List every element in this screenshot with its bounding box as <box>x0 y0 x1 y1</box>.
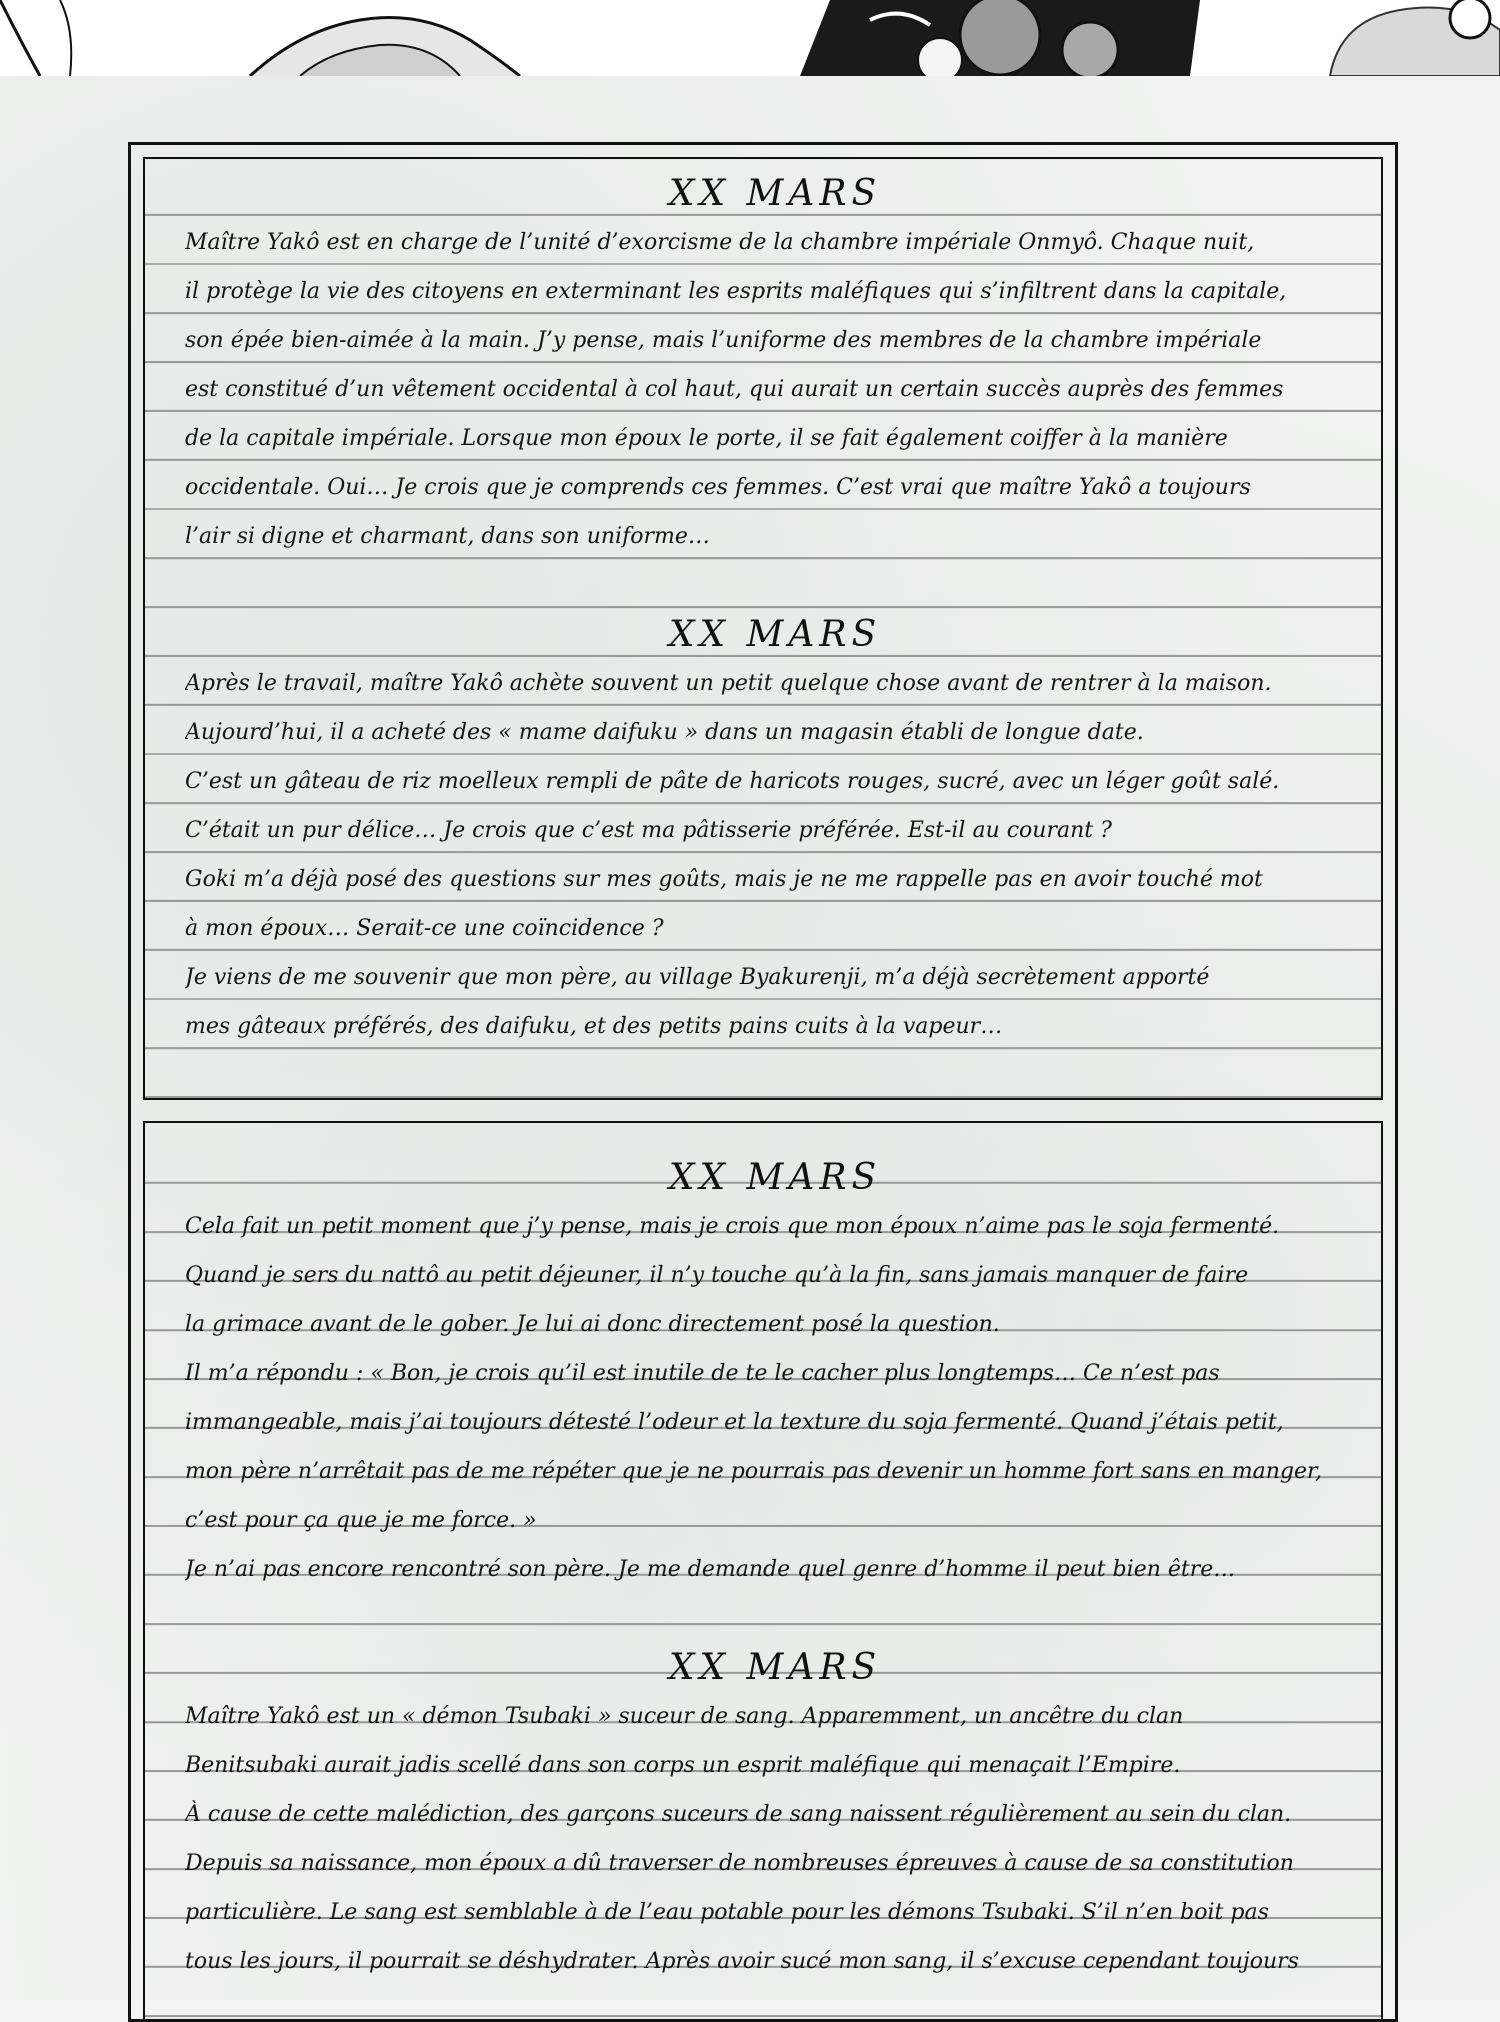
entry-line: tous les jours, il pourrait se déshydrater. Après avoir sucé mon sang, il s’excuse cependant toujours <box>185 1949 1299 1974</box>
diary-entry <box>185 1643 1365 1986</box>
entry-date: XX MARS <box>668 1157 882 1198</box>
diary-entry <box>185 610 1365 1051</box>
entry-line: son épée bien-aimée à la main. J’y pense, mais l’uniforme des membres de la chambre impériale <box>185 328 1262 353</box>
diary-entry <box>185 1153 1365 1594</box>
entry-line: la grimace avant de le gober. Je lui ai donc directement posé la question. <box>185 1312 1000 1337</box>
entry-line: est constitué d’un vêtement occidental à col haut, qui aurait un certain succès auprès des femmes <box>185 377 1284 402</box>
entry-line: Il m’a répondu : « Bon, je crois qu’il est inutile de te le cacher plus longtemps… Ce n’est pas <box>185 1361 1220 1386</box>
entry-line: Maître Yakô est en charge de l’unité d’exorcisme de la chambre impériale Onmyô. Chaque nuit, <box>185 230 1255 255</box>
entry-line: Après le travail, maître Yakô achète souvent un petit quelque chose avant de rentrer à la maison. <box>185 671 1272 696</box>
entry-line: l’air si digne et charmant, dans son uniforme… <box>185 524 710 549</box>
entry-line: immangeable, mais j’ai toujours détesté l’odeur et la texture du soja fermenté. Quand j’étais petit, <box>185 1410 1284 1435</box>
entry-line: c’est pour ça que je me force. » <box>185 1508 537 1533</box>
entry-line: Je viens de me souvenir que mon père, au village Byakurenji, m’a déjà secrètement apporté <box>185 965 1210 990</box>
diary-panel-top <box>143 157 1383 1100</box>
entry-line: Quand je sers du nattô au petit déjeuner, il n’y touche qu’à la fin, sans jamais manquer de faire <box>185 1263 1249 1288</box>
entry-line: C’était un pur délice… Je crois que c’est ma pâtisserie préférée. Est-il au courant ? <box>185 818 1112 843</box>
entry-date: XX MARS <box>668 173 882 214</box>
entry-line: mes gâteaux préférés, des daifuku, et des petits pains cuits à la vapeur… <box>185 1014 1003 1039</box>
diary-entry <box>185 169 1365 561</box>
illustration-art <box>0 0 1500 76</box>
entry-line: Je n’ai pas encore rencontré son père. Je me demande quel genre d’homme il peut bien être… <box>185 1557 1236 1582</box>
entry-line: Aujourd’hui, il a acheté des « mame daifuku » dans un magasin établi de longue date. <box>185 720 1144 745</box>
entry-line: Cela fait un petit moment que j’y pense, mais je crois que mon époux n’aime pas le soja fermenté. <box>185 1214 1280 1239</box>
entry-line: Benitsubaki aurait jadis scellé dans son corps un esprit maléfique qui menaçait l’Empire. <box>185 1753 1181 1778</box>
entry-line: il protège la vie des citoyens en exterminant les esprits maléfiques qui s’infiltrent dans la capitale, <box>185 279 1287 304</box>
entry-line: À cause de cette malédiction, des garçons suceurs de sang naissent régulièrement au sein du clan. <box>185 1802 1292 1827</box>
entry-line: de la capitale impériale. Lorsque mon époux le porte, il se fait également coiffer à la manière <box>185 426 1228 451</box>
entry-line: C’est un gâteau de riz moelleux rempli de pâte de haricots rouges, sucré, avec un léger goût salé. <box>185 769 1280 794</box>
entry-line: mon père n’arrêtait pas de me répéter que je ne pourrais pas devenir un homme fort sans en manger, <box>185 1459 1323 1484</box>
entry-line: occidentale. Oui… Je crois que je comprends ces femmes. C’est vrai que maître Yakô a toujours <box>185 475 1251 500</box>
entry-line: particulière. Le sang est semblable à de l’eau potable pour les démons Tsubaki. S’il n’en boit pas <box>185 1900 1269 1925</box>
manga-illustration-strip <box>0 0 1500 77</box>
entry-date: XX MARS <box>668 1647 882 1688</box>
entry-date: XX MARS <box>668 614 882 655</box>
entry-line: Maître Yakô est un « démon Tsubaki » suceur de sang. Apparemment, un ancêtre du clan <box>185 1704 1184 1729</box>
entry-line: Goki m’a déjà posé des questions sur mes goûts, mais je ne me rappelle pas en avoir touché mot <box>185 867 1263 892</box>
entry-line: Depuis sa naissance, mon époux a dû traverser de nombreuses épreuves à cause de sa constitution <box>185 1851 1294 1876</box>
diary-panel-bottom <box>143 1121 1383 2021</box>
entry-line: à mon époux… Serait-ce une coïncidence ? <box>185 916 664 941</box>
